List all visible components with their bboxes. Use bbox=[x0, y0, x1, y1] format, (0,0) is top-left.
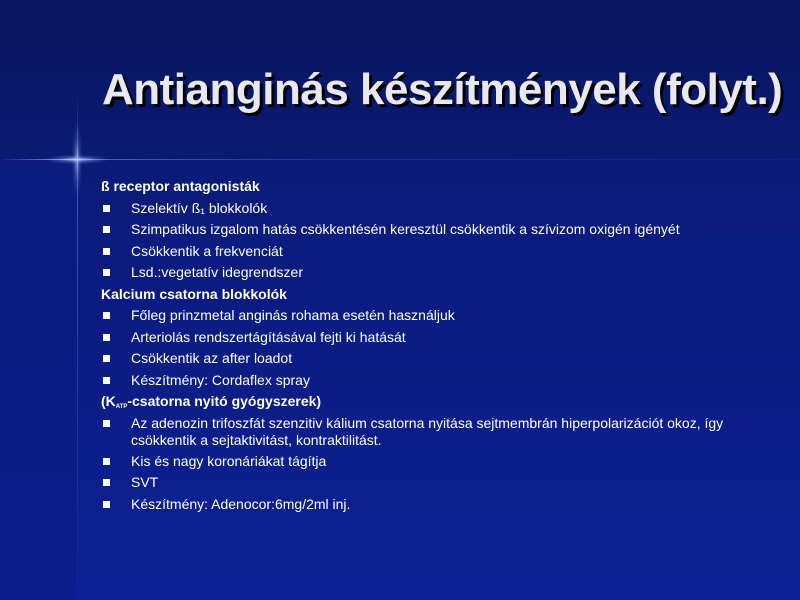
bullet-icon bbox=[103, 205, 110, 212]
section-calcium-blockers bbox=[101, 284, 741, 392]
section-heading-prefix: (K bbox=[101, 393, 116, 409]
bullet-list bbox=[101, 305, 741, 391]
list-item-text: Arteriolás rendszertágításával fejti ki hatását bbox=[131, 328, 406, 345]
list-item-text: Csökkentik a frekvenciát bbox=[131, 242, 283, 259]
section-katp-openers bbox=[101, 391, 741, 515]
list-item-text: Szimpatikus izgalom hatás csökkentésén keresztül csökkentik a szívizom oxigén igényét bbox=[131, 221, 680, 237]
section-heading bbox=[101, 391, 741, 413]
list-item-text: Az adenozin trifoszfát szenzitiv kálium csatorna nyitása sejtmembrán hiperpolarizációt okoz, így csökkentik a sejtaktivitást, kontraktilitást. bbox=[131, 414, 724, 448]
bullet-icon bbox=[103, 312, 110, 319]
list-item bbox=[101, 219, 741, 241]
bullet-icon bbox=[103, 377, 110, 384]
list-item-text: Készítmény: Adenocor:6mg/2ml inj. bbox=[131, 495, 351, 512]
list-item bbox=[101, 348, 741, 370]
list-item bbox=[101, 494, 741, 516]
bullet-list bbox=[101, 198, 741, 284]
list-item-text: Lsd.:vegetatív idegrendszer bbox=[131, 264, 303, 280]
list-item bbox=[101, 370, 741, 392]
section-beta-blockers bbox=[101, 176, 741, 284]
bullet-icon bbox=[103, 479, 110, 486]
slide-title: Antianginás készítmények (folyt.) bbox=[102, 65, 783, 114]
list-item-text: SVT bbox=[131, 474, 159, 490]
list-item-text: Készítmény: Cordaflex spray bbox=[131, 371, 310, 388]
list-item bbox=[101, 451, 741, 473]
bullet-icon bbox=[103, 355, 110, 362]
list-item-text: Szelektív ß₁ blokkolók bbox=[131, 199, 268, 216]
bullet-list bbox=[101, 413, 741, 516]
section-heading-subscript: ATP bbox=[115, 404, 128, 410]
list-item bbox=[101, 305, 741, 327]
list-item-text: Kis és nagy koronáriákat tágítja bbox=[131, 452, 327, 469]
section-heading: Kalcium csatorna blokkolók bbox=[101, 285, 287, 302]
horizontal-accent-line bbox=[0, 159, 800, 160]
list-item-text: Főleg prinzmetal anginás rohama esetén használjuk bbox=[131, 307, 455, 323]
bullet-icon bbox=[103, 226, 110, 233]
bullet-icon bbox=[103, 269, 110, 276]
section-heading-suffix: -csatorna nyitó gyógyszerek) bbox=[127, 393, 322, 409]
bullet-icon bbox=[103, 420, 110, 427]
left-band bbox=[0, 160, 78, 600]
list-item bbox=[101, 327, 741, 349]
section-heading: ß receptor antagonisták bbox=[101, 178, 260, 194]
bullet-icon bbox=[103, 248, 110, 255]
list-item bbox=[101, 241, 741, 263]
list-item bbox=[101, 262, 741, 284]
bullet-icon bbox=[103, 501, 110, 508]
bullet-icon bbox=[103, 334, 110, 341]
light-flare bbox=[47, 155, 107, 164]
list-item bbox=[101, 198, 741, 220]
bullet-icon bbox=[103, 458, 110, 465]
list-item-text: Csökkentik az after loadot bbox=[131, 350, 293, 366]
list-item bbox=[101, 413, 741, 451]
slide-body bbox=[101, 176, 741, 515]
list-item bbox=[101, 472, 741, 494]
